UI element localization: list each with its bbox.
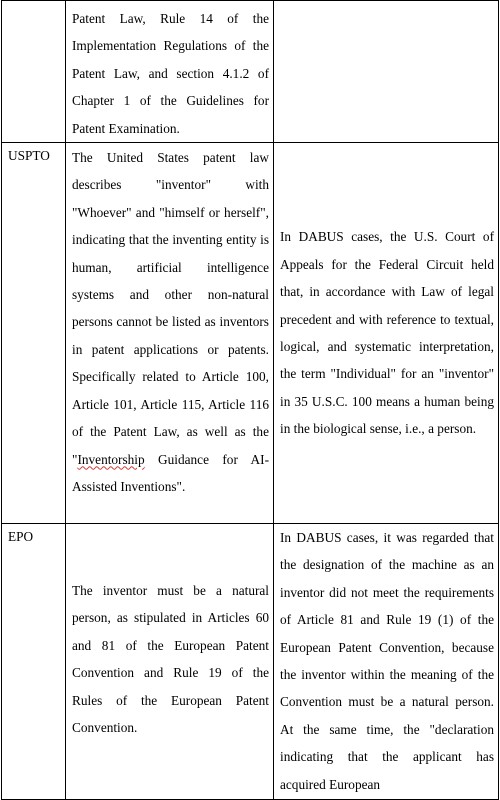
org-name: [2, 1, 65, 4]
org-cell: [2, 524, 66, 800]
org-cell: [2, 1, 66, 143]
table-row: [2, 524, 499, 800]
org-cell: [2, 143, 66, 524]
requirement-text-part: Guidance for AI-Assisted Inventions".: [72, 451, 269, 494]
requirement-cell: [66, 524, 274, 800]
case-cell: [274, 1, 499, 143]
org-name: USPTO: [8, 148, 50, 164]
comparison-table: [1, 0, 499, 800]
case-cell: [274, 143, 499, 524]
requirement-cell: [66, 143, 274, 524]
requirement-text: Patent Law, Rule 14 of the Implementation Regulations of the Patent Law, and section 4.1.2 of Chapter 1 of the Guidelines for Patent Examination.: [72, 11, 269, 136]
requirement-text: The inventor must be a natural person, as stipulated in Articles 60 and 81 of the European Patent Convention and Rule 19 of the Rules of the European Patent Convention.: [72, 583, 269, 736]
case-cell: [274, 524, 499, 800]
table-row: [2, 1, 499, 143]
case-text: In DABUS cases, it was regarded that the designation of the machine as an inventor did not meet the requirements of Article 81 and Rule 19 (1) of the European Patent Convention, because the inventor within the meaning of the Convention must be a natural person. At the same time, the "declaration indicating that the applicant has acquired European: [280, 530, 494, 792]
requirement-text: [66, 143, 273, 500]
org-name: EPO: [8, 529, 34, 545]
case-text: In DABUS cases, the U.S. Court of Appeals for the Federal Circuit held that, in accordance with Law of legal precedent and with reference to textual, logical, and systematic interpretation, the term "Individual" for an "inventor" in 35 U.S.C. 100 means a human being in the biological sense, i.e., a person.: [280, 229, 494, 437]
table-row: [2, 143, 499, 524]
requirement-text-part: The United States patent law describes "inventor" with "Whoever" and "himself or herself", indicating that the inventing entity is human, artificial intelligence systems and other non-natural persons cannot be listed as inventors in patent applications or patents. Specifically related to Article 100, Article 101, Article 115, Article 116 of the Patent Law, as well as the ": [72, 150, 269, 467]
requirement-cell: [66, 1, 274, 143]
spellcheck-flagged-word: Inventorship: [77, 451, 145, 467]
